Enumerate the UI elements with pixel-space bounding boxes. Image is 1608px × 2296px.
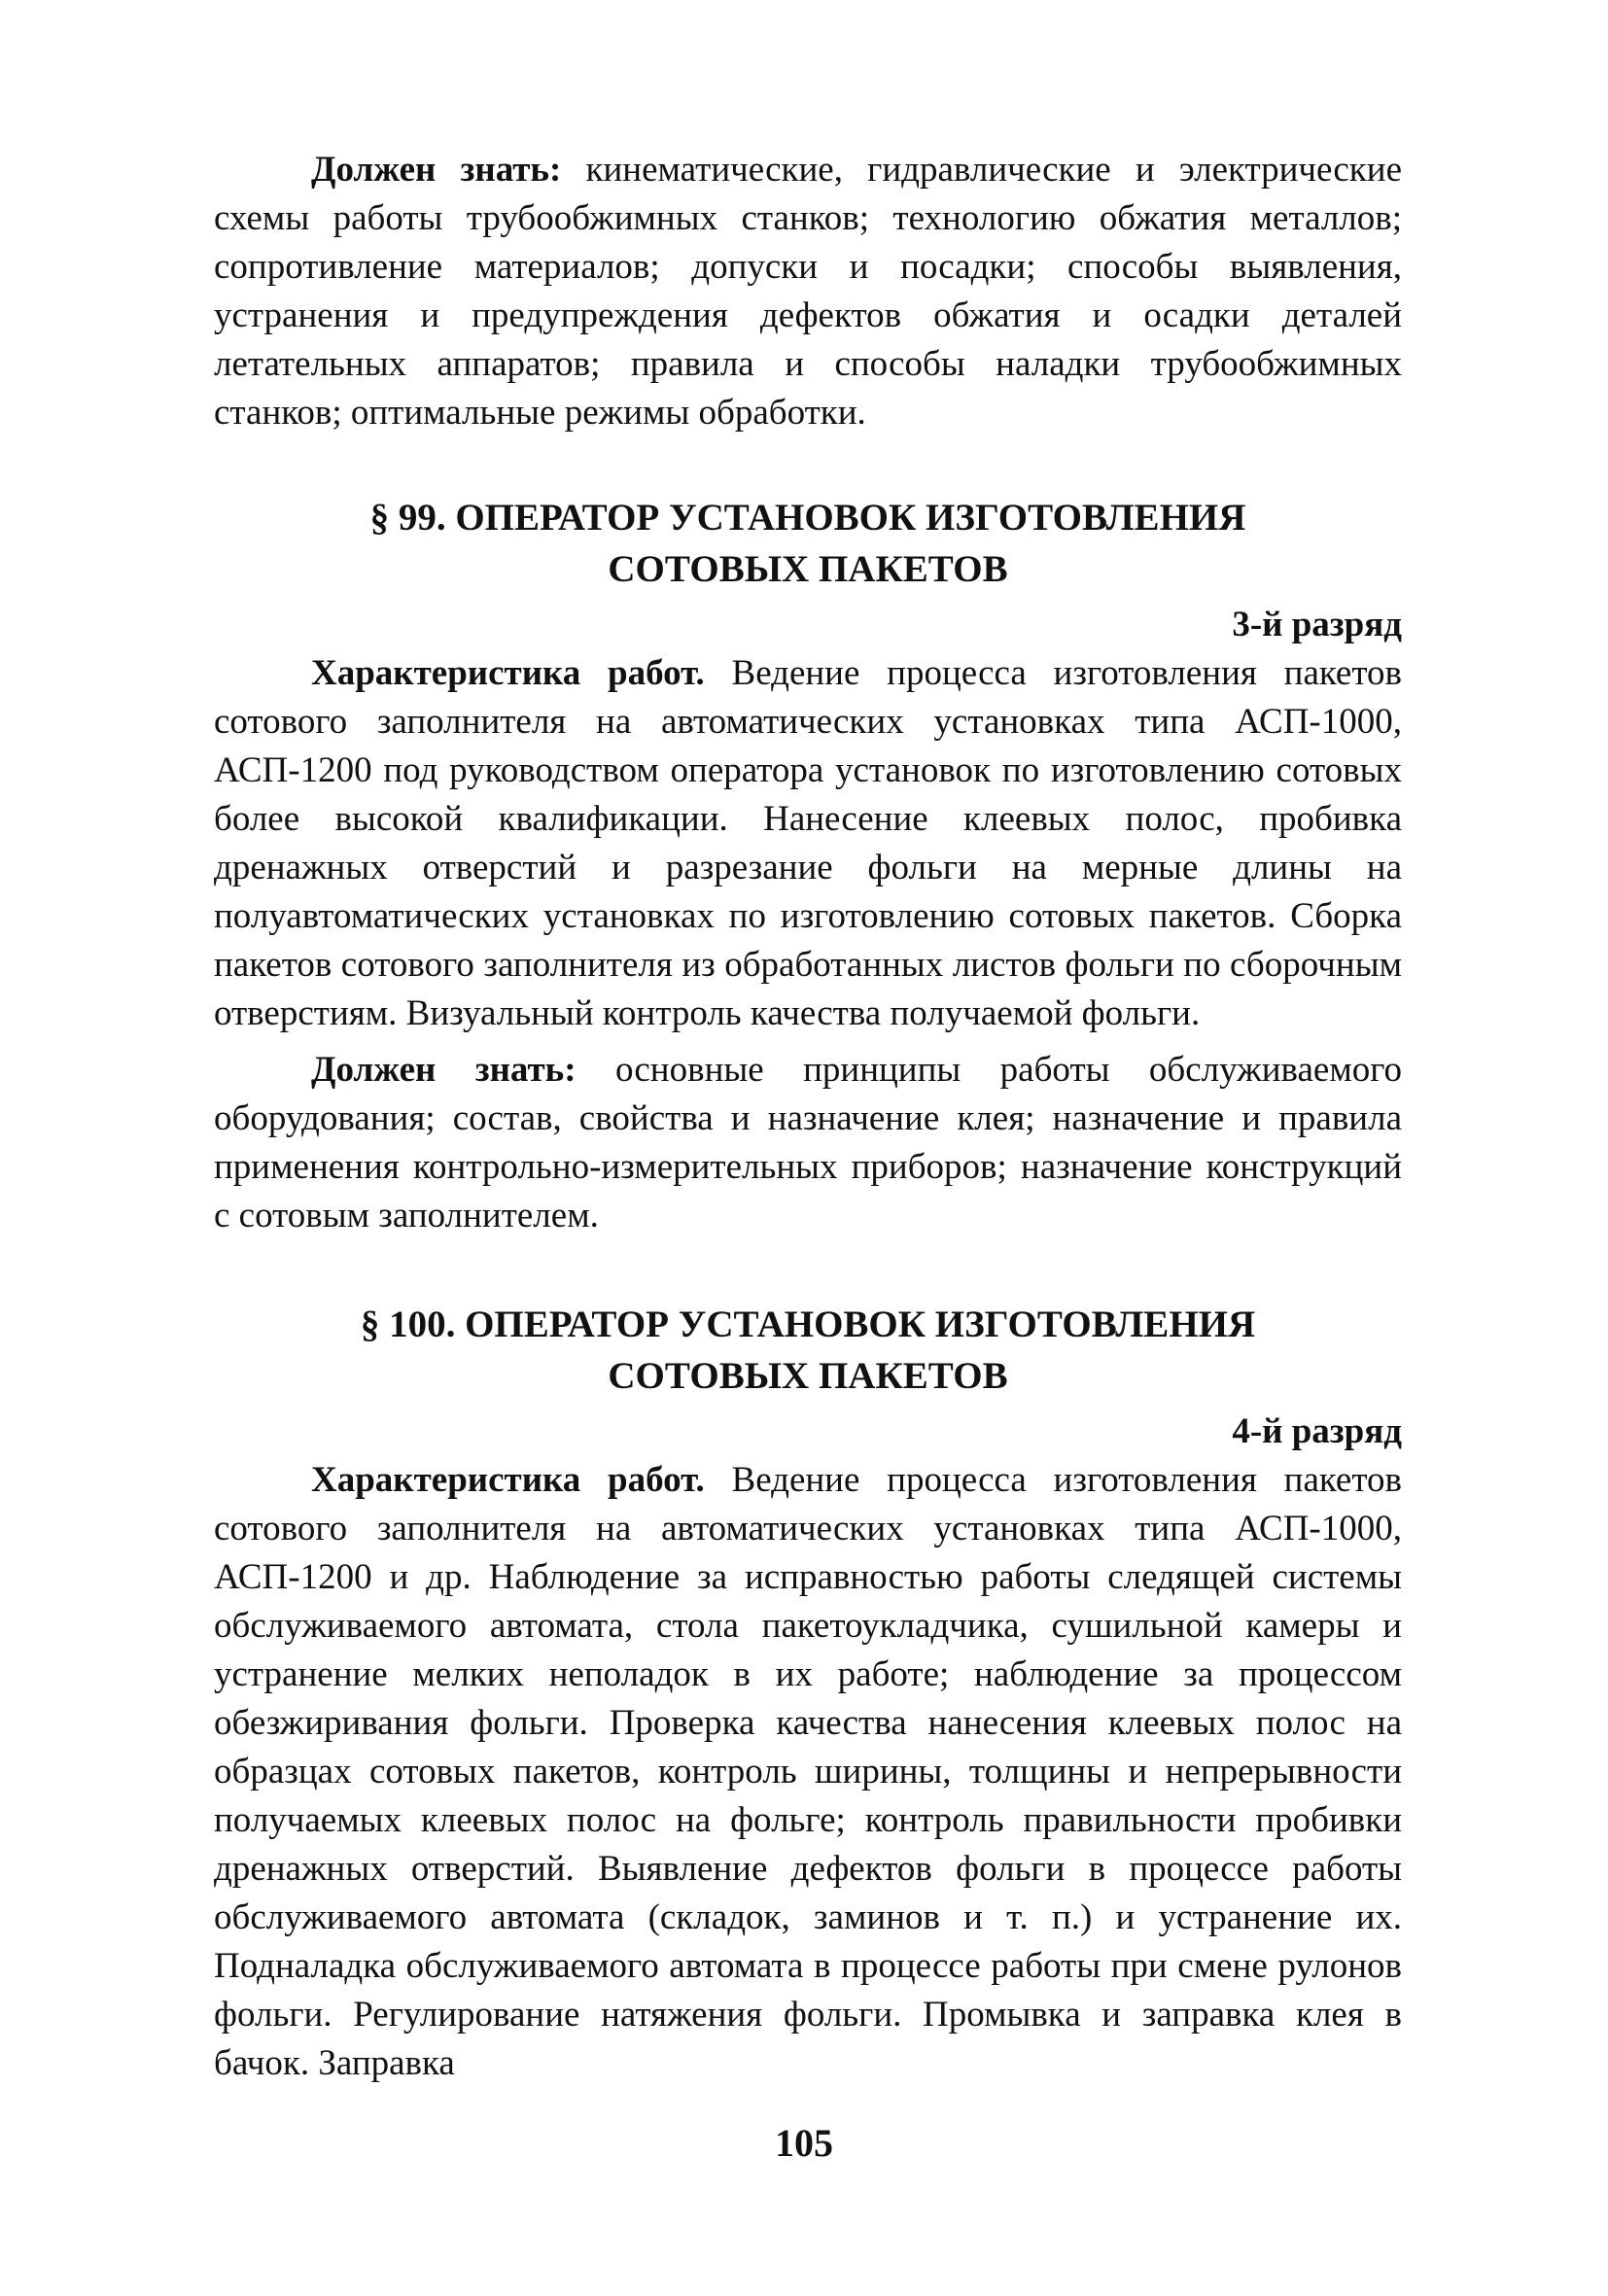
section-100-work-paragraph (214, 1456, 1402, 2088)
paragraph-lead: Характеристика работ. (311, 1460, 705, 1500)
section-99-title-line1: § 99. ОПЕРАТОР УСТАНОВОК ИЗГОТОВЛЕНИЯ (369, 497, 1246, 539)
paragraph-must-know-top (214, 146, 1402, 437)
section-99-know-paragraph (214, 1046, 1402, 1240)
section-100-title-line1: § 100. ОПЕРАТОР УСТАНОВОК ИЗГОТОВЛЕНИЯ (360, 1304, 1256, 1345)
page-number: 105 (775, 2121, 833, 2165)
paragraph-text: основные принципы работы обслуживаемого оборудования; состав, свойства и назначение клея; назначение и правила применения контрольно-измерительных приборов; назначение конструкций с сотовым заполнителем. (214, 1050, 1402, 1235)
section-100-title (214, 1299, 1402, 1402)
section-99-work-paragraph (214, 649, 1402, 1038)
paragraph-text: Ведение процесса изготовления пакетов сотового заполнителя на автоматических установках типа АСП-1000, АСП-1200 под руководством оператора установок по изготовлению сотовых более высокой квалификации. Нанесение клеевых полос, пробивка дренажных отверстий и разрезание фольги на мерные длины на полуавтоматических установках по изготовлению сотовых пакетов. Сборка пакетов сотового заполнителя из обработанных листов фольги по сборочным отверстиям. Визуальный контроль качества получаемой фольги. (214, 653, 1402, 1033)
paragraph-lead: Должен знать: (311, 1050, 577, 1090)
paragraph-text: кинематические, гидравлические и электрические схемы работы трубообжимных станков; технологию обжатия металлов; сопротивление материалов; допуски и посадки; способы выявления, устранения и предупреждения дефектов обжатия и осадки деталей летательных аппаратов; правила и способы наладки трубообжимных станков; оптимальные режимы обработки. (214, 150, 1402, 433)
section-99-grade: 3-й разряд (1232, 605, 1402, 644)
paragraph-lead: Характеристика работ. (311, 653, 705, 693)
section-99-title (214, 492, 1402, 595)
section-100-title-line2: СОТОВЫХ ПАКЕТОВ (608, 1355, 1008, 1397)
paragraph-text: Ведение процесса изготовления пакетов сотового заполнителя на автоматических установках типа АСП-1000, АСП-1200 и др. Наблюдение за исправностью работы следящей системы обслуживаемого автомата, стола пакетоукладчика, сушильной камеры и устранение мелких неполадок в их работе; наблюдение за процессом обезжиривания фольги. Проверка качества нанесения клеевых полос на образцах сотовых пакетов, контроль ширины, толщины и непрерывности получаемых клеевых полос на фольге; контроль правильности пробивки дренажных отверстий. Выявление дефектов фольги в процессе работы обслуживаемого автомата (складок, заминов и т. п.) и устранение их. Подналадка обслуживаемого автомата в процессе работы при смене рулонов фольги. Регулирование натяжения фольги. Промывка и заправка клея в бачок. Заправка (214, 1460, 1402, 2083)
section-100-grade: 4-й разряд (1232, 1411, 1402, 1451)
page-body (214, 146, 1402, 2088)
section-99-title-line2: СОТОВЫХ ПАКЕТОВ (608, 548, 1008, 590)
paragraph-lead: Должен знать: (311, 150, 562, 190)
